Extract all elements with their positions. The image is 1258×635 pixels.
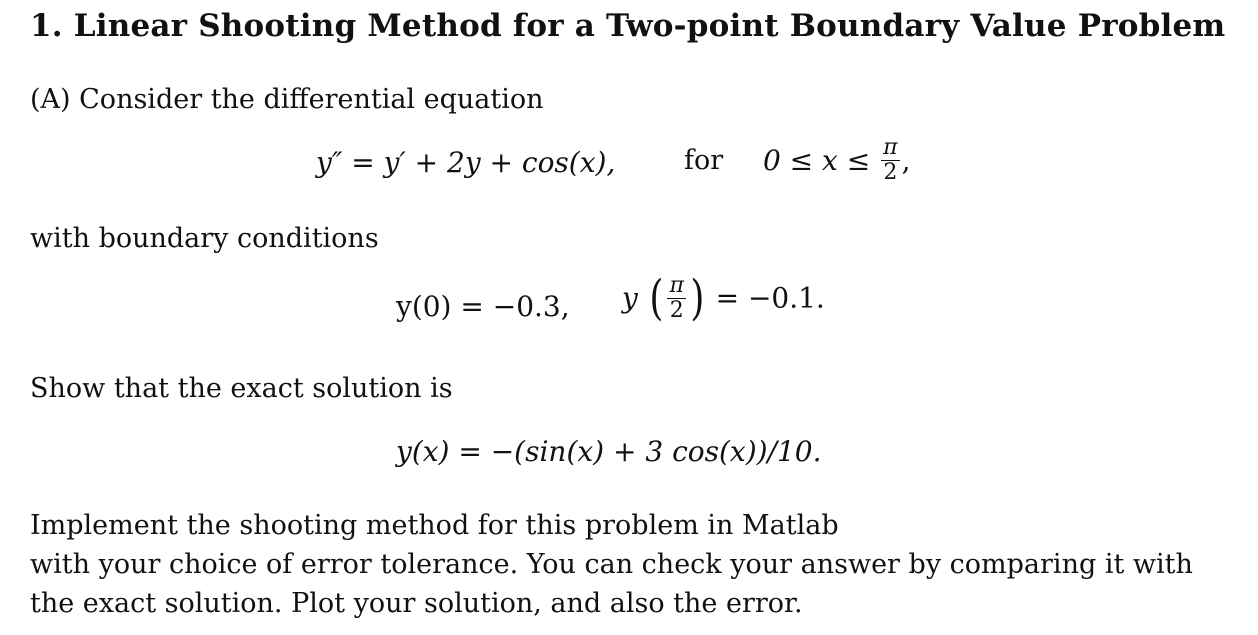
problem-title: 1. Linear Shooting Method for a Two-point Boundary Value Problem	[30, 8, 1226, 44]
task-line-2: with your choice of error tolerance. You can check your answer by comparing it with	[30, 549, 1193, 580]
boundary-condition-1: y(0) = −0.3,	[396, 290, 570, 323]
equation-equals: =	[351, 146, 375, 179]
right-paren: )	[690, 270, 705, 326]
bc-intro-text: with boundary conditions	[30, 223, 379, 254]
for-label: for	[684, 145, 724, 176]
fraction-denominator: 2	[881, 160, 899, 184]
equation-lhs: y″	[316, 146, 343, 179]
bc2-numerator: π	[669, 272, 684, 298]
differential-equation	[316, 146, 615, 179]
domain-trailing-comma: ,	[901, 144, 911, 177]
bc2-fraction	[667, 272, 685, 323]
exact-solution: y(x) = −(sin(x) + 3 cos(x))/10.	[396, 435, 822, 468]
domain-lower: 0 ≤ x ≤	[762, 144, 871, 177]
bc2-function: y	[622, 281, 638, 315]
bc2-denominator: 2	[667, 298, 685, 322]
exact-intro-text: Show that the exact solution is	[30, 373, 453, 404]
equation-rhs: y′ + 2y + cos(x),	[383, 146, 616, 179]
task-text	[30, 506, 1193, 623]
task-line-1: Implement the shooting method for this problem in Matlab	[30, 510, 839, 541]
left-paren: (	[649, 270, 664, 326]
task-line-3: the exact solution. Plot your solution, and also the error.	[30, 588, 803, 619]
domain-upper-fraction	[881, 137, 899, 184]
equation-domain	[684, 137, 910, 184]
fraction-numerator: π	[883, 135, 898, 160]
boundary-condition-2	[622, 270, 825, 326]
intro-text: (A) Consider the differential equation	[30, 84, 544, 115]
bc2-value: = −0.1.	[715, 281, 825, 315]
